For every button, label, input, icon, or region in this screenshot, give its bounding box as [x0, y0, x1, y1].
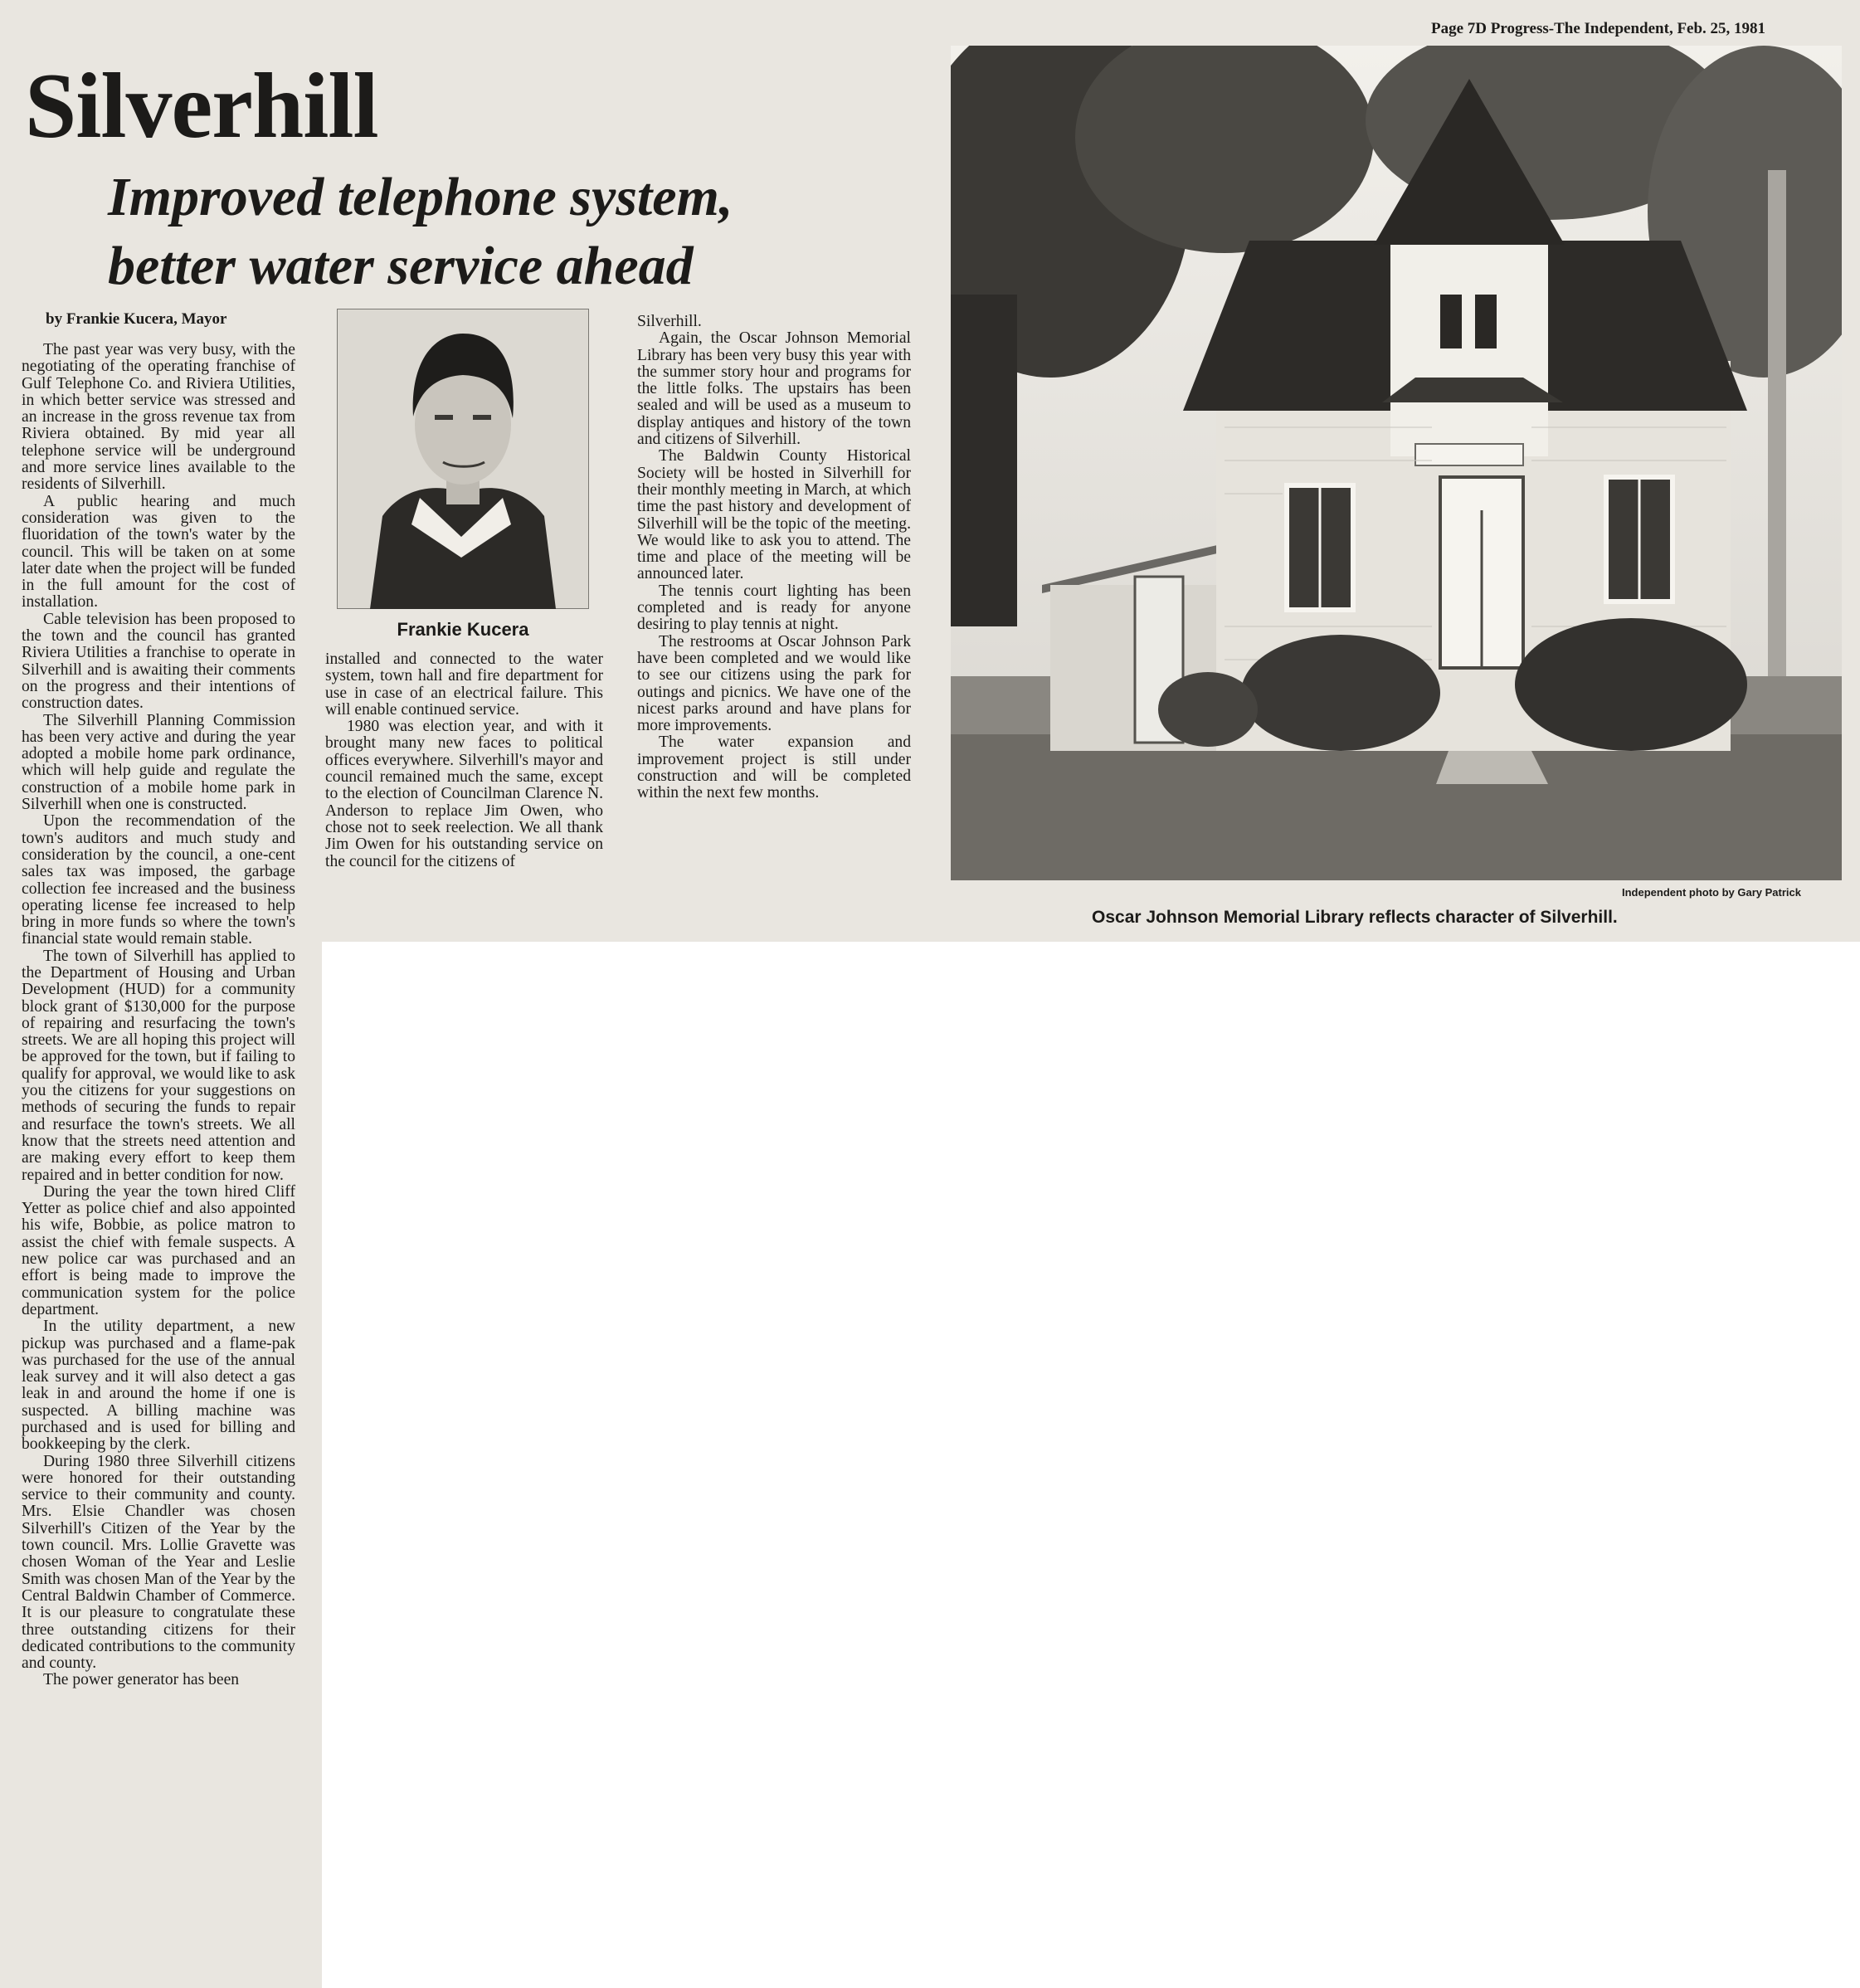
paragraph: Cable television has been proposed to the town and the council has granted Riviera Utilities a franchise to operate in Silverhill and is awaiting their comments on the progress and their intentions of construction dates. — [22, 610, 295, 713]
byline: by Frankie Kucera, Mayor — [46, 310, 227, 328]
paragraph: Again, the Oscar Johnson Memorial Library has been very busy this year with the summer story hour and programs for the little folks. The upstairs has been sealed and will be used as a museum to display antiques and history of the town and citizens of Silverhill. — [637, 329, 911, 449]
paragraph: installed and connected to the water system, town hall and fire department for use in case of an electrical failure. This will enable continued service. — [325, 650, 603, 719]
paragraph: The town of Silverhill has applied to the Department of Housing and Urban Development (HUD) for a community block grant of $130,000 for the purpose of repairing and resurfacing the town's streets. We are all hoping this project will be approved for the town, but if failing to qualify for approval, we would like to ask you the citizens for your suggestions on methods of securing the funds to repair and resurface the town's streets. We all know that the streets need attention and are making every effort to keep them repaired and in better condition for now. — [22, 947, 295, 1184]
photo-credit: Independent photo by Gary Patrick — [1622, 886, 1801, 899]
headline-line-2: better water service ahead — [108, 236, 694, 296]
photo-caption: Oscar Johnson Memorial Library reflects character of Silverhill. — [1092, 908, 1618, 927]
paragraph: The power generator has been — [43, 1671, 240, 1689]
paragraph: During the year the town hired Cliff Yetter as police chief and also appointed his wife, Bobbie, as police matron to assist the chief with female suspects. A new police car was purchased and an effort is being made to improve the communication system for the police department. — [22, 1182, 295, 1318]
paragraph: Upon the recommendation of the town's auditors and much study and consideration by the council, a one-cent sales tax was imposed, the garbage collection fee increased and the business operating license fee increased to help bring in more funds so where the town's financial state would remain stable. — [22, 812, 295, 948]
paragraph: The Silverhill Planning Commission has been very active and during the year adopted a mobile home park ordinance, which will help guide and regulate the construction of a mobile home park in Silverhill when one is constructed. — [22, 711, 295, 814]
article-column-3 — [637, 314, 911, 802]
article-column-2 — [325, 651, 603, 870]
paragraph: 1980 was election year, and with it brought many new faces to political offices everywhere. Silverhill's mayor and council remained much the same, except to the election of Councilman Clarence N. Anderson to replace Jim Owen, who chose not to seek reelection. We all thank Jim Owen for his outstanding service on the council for the citizens of — [325, 718, 603, 870]
paragraph: In the utility department, a new pickup was purchased and a flame-pak was purchased for the use of the annual leak survey and it will also detect a gas leak in and around the home if one is suspected. A billing machine was purchased and is used for billing and bookkeeping by the clerk. — [22, 1318, 295, 1454]
headline-line-1: Improved telephone system, — [108, 167, 733, 227]
paragraph: The past year was very busy, with the negotiating of the operating franchise of Gulf Telephone Co. and Riviera Utilities, in which better service was stressed and an increase in the gross revenue tax from Riviera obtained. By mid year all telephone service will be underground and more service lines available to the residents of Silverhill. — [22, 341, 295, 494]
paragraph: A public hearing and much consideration was given to the fluoridation of the town's water by the council. This will be taken on at some later date when the project will be funded in the full amount for the cost of installation. — [22, 492, 295, 612]
portrait-photo — [337, 309, 589, 609]
portrait-caption: Frankie Kucera — [397, 619, 529, 640]
library-photo — [951, 46, 1842, 880]
article-column-1 — [22, 342, 295, 1689]
page-header: Page 7D Progress-The Independent, Feb. 25, 1981 — [1431, 20, 1766, 37]
paragraph: Silverhill. — [637, 313, 702, 330]
paragraph: The restrooms at Oscar Johnson Park have been completed and we would like to see our citizens using the park for outings and picnics. We have one of the nicest parks around and have plans for more improvements. — [637, 632, 911, 735]
paragraph: During 1980 three Silverhill citizens were honored for their outstanding service to their community and county. Mrs. Elsie Chandler was chosen Silverhill's Citizen of the Year by the town council. Mrs. Lollie Gravette was chosen Woman of the Year and Leslie Smith was chosen Man of the Year by the Central Baldwin Chamber of Commerce. It is our pleasure to congratulate these three outstanding citizens for their dedicated contributions to the community and county. — [22, 1452, 295, 1673]
paragraph: The tennis court lighting has been completed and is ready for anyone desiring to play tennis at night. — [637, 582, 911, 634]
paragraph: The water expansion and improvement project is still under construction and will be completed within the next few months. — [637, 733, 911, 802]
paragraph: The Baldwin County Historical Society will be hosted in Silverhill for their monthly meeting in March, at which time the past history and development of Silverhill will be the topic of the meeting. We would like to ask you to attend. The time and place of the meeting will be announced later. — [637, 447, 911, 583]
masthead-title: Silverhill — [25, 55, 378, 158]
